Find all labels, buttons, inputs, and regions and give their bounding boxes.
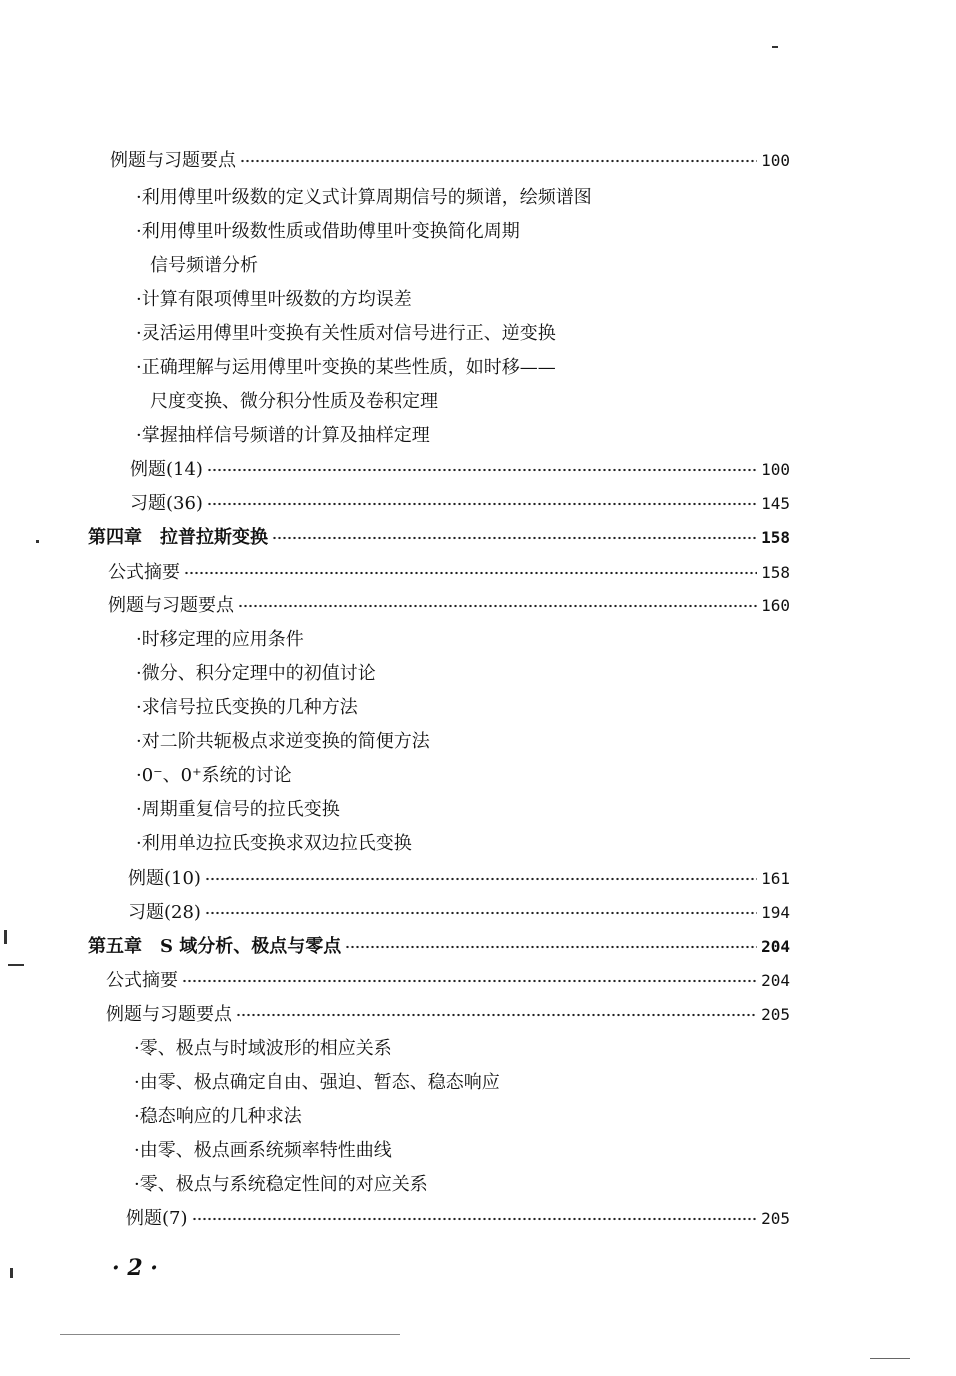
- dot-leader: [272, 536, 757, 540]
- toc-entry-page: 100: [761, 460, 790, 479]
- toc-entry-title: 习题(28): [128, 902, 201, 923]
- toc-entry-page: 100: [761, 151, 790, 170]
- toc-bullet: ·利用单边拉氏变换求双边拉氏变换: [136, 833, 412, 854]
- toc-chapter-title: 第五章 S 域分析、极点与零点: [88, 936, 342, 957]
- toc-entry-page: 205: [761, 1005, 790, 1024]
- toc-bullet: ·周期重复信号的拉氏变换: [136, 799, 340, 820]
- toc-entry-page: 158: [761, 563, 790, 582]
- scan-speck: [10, 1268, 13, 1278]
- toc-entry: [106, 968, 790, 994]
- toc-entry-title: 公式摘要: [108, 562, 180, 583]
- toc-entry-title: 例题(10): [128, 868, 201, 889]
- toc-bullet: ·计算有限项傅里叶级数的方均误差: [136, 289, 412, 310]
- toc-entry: [108, 593, 790, 619]
- dot-leader: [207, 468, 757, 472]
- toc-entry-title: 例题(7): [126, 1208, 188, 1229]
- toc-entry-page: 161: [761, 869, 790, 888]
- toc-entry: [130, 457, 790, 483]
- toc-entry-title: 例题(14): [130, 459, 203, 480]
- toc-bullet: ·稳态响应的几种求法: [134, 1106, 302, 1127]
- scan-speck: [4, 930, 7, 944]
- toc-bullet: ·0⁻、0⁺系统的讨论: [136, 765, 292, 786]
- toc-chapter: [88, 525, 790, 551]
- dot-leader: [240, 159, 757, 163]
- toc-entry: [106, 1002, 790, 1028]
- dot-leader: [205, 877, 757, 881]
- toc-entry: [126, 1206, 790, 1232]
- toc-bullet: ·灵活运用傅里叶变换有关性质对信号进行正、逆变换: [136, 323, 556, 344]
- scan-speck: [772, 46, 778, 48]
- toc-entry-title: 例题与习题要点: [108, 595, 234, 616]
- dot-leader: [192, 1217, 758, 1221]
- toc-entry-page: 205: [761, 1209, 790, 1228]
- toc-bullet: ·掌握抽样信号频谱的计算及抽样定理: [136, 425, 430, 446]
- toc-entry-title: 公式摘要: [106, 970, 178, 991]
- toc-bullet: ·利用傅里叶级数的定义式计算周期信号的频谱，绘频谱图: [136, 187, 592, 208]
- toc-bullet: ·对二阶共轭极点求逆变换的简便方法: [136, 731, 430, 752]
- toc-bullet-continuation: 尺度变换、微分积分性质及卷积定理: [150, 391, 438, 412]
- toc-bullet: ·零、极点与系统稳定性间的对应关系: [134, 1174, 428, 1195]
- toc-bullet: ·零、极点与时域波形的相应关系: [134, 1038, 392, 1059]
- toc-entry: [110, 148, 790, 174]
- toc-entry-page: 204: [761, 937, 790, 956]
- dot-leader: [182, 979, 757, 983]
- toc-chapter: [88, 934, 790, 960]
- toc-chapter-title: 第四章 拉普拉斯变换: [88, 527, 268, 548]
- toc-bullet: ·时移定理的应用条件: [136, 629, 304, 650]
- scan-speck: [36, 540, 39, 543]
- toc-entry: [108, 560, 790, 586]
- toc-bullet: ·由零、极点确定自由、强迫、暂态、稳态响应: [134, 1072, 500, 1093]
- toc-entry: [130, 491, 790, 517]
- toc-entry-page: 145: [761, 494, 790, 513]
- scan-edge-line: [870, 1358, 910, 1359]
- dot-leader: [184, 571, 757, 575]
- toc-entry: [128, 866, 790, 892]
- toc-bullet: ·由零、极点画系统频率特性曲线: [134, 1140, 392, 1161]
- toc-entry: [128, 900, 790, 926]
- toc-entry-page: 194: [761, 903, 790, 922]
- toc-entry-page: 160: [761, 596, 790, 615]
- toc-entry-title: 习题(36): [130, 493, 203, 514]
- scan-edge-line: [60, 1334, 400, 1335]
- toc-entry-title: 例题与习题要点: [106, 1004, 232, 1025]
- dot-leader: [205, 911, 757, 915]
- dot-leader: [345, 945, 757, 949]
- toc-bullet: ·求信号拉氏变换的几种方法: [136, 697, 358, 718]
- toc-bullet: ·正确理解与运用傅里叶变换的某些性质，如时移——: [136, 357, 556, 378]
- dot-leader: [238, 604, 757, 608]
- scan-speck: [8, 964, 24, 966]
- toc-entry-page: 158: [761, 528, 790, 547]
- toc-bullet: ·利用傅里叶级数性质或借助傅里叶变换简化周期: [136, 221, 520, 242]
- toc-entry-title: 例题与习题要点: [110, 150, 236, 171]
- toc-bullet: ·微分、积分定理中的初值讨论: [136, 663, 376, 684]
- page-number: · 2 ·: [112, 1255, 158, 1281]
- dot-leader: [207, 502, 757, 506]
- toc-bullet-continuation: 信号频谱分析: [150, 255, 258, 276]
- toc-entry-page: 204: [761, 971, 790, 990]
- dot-leader: [236, 1013, 757, 1017]
